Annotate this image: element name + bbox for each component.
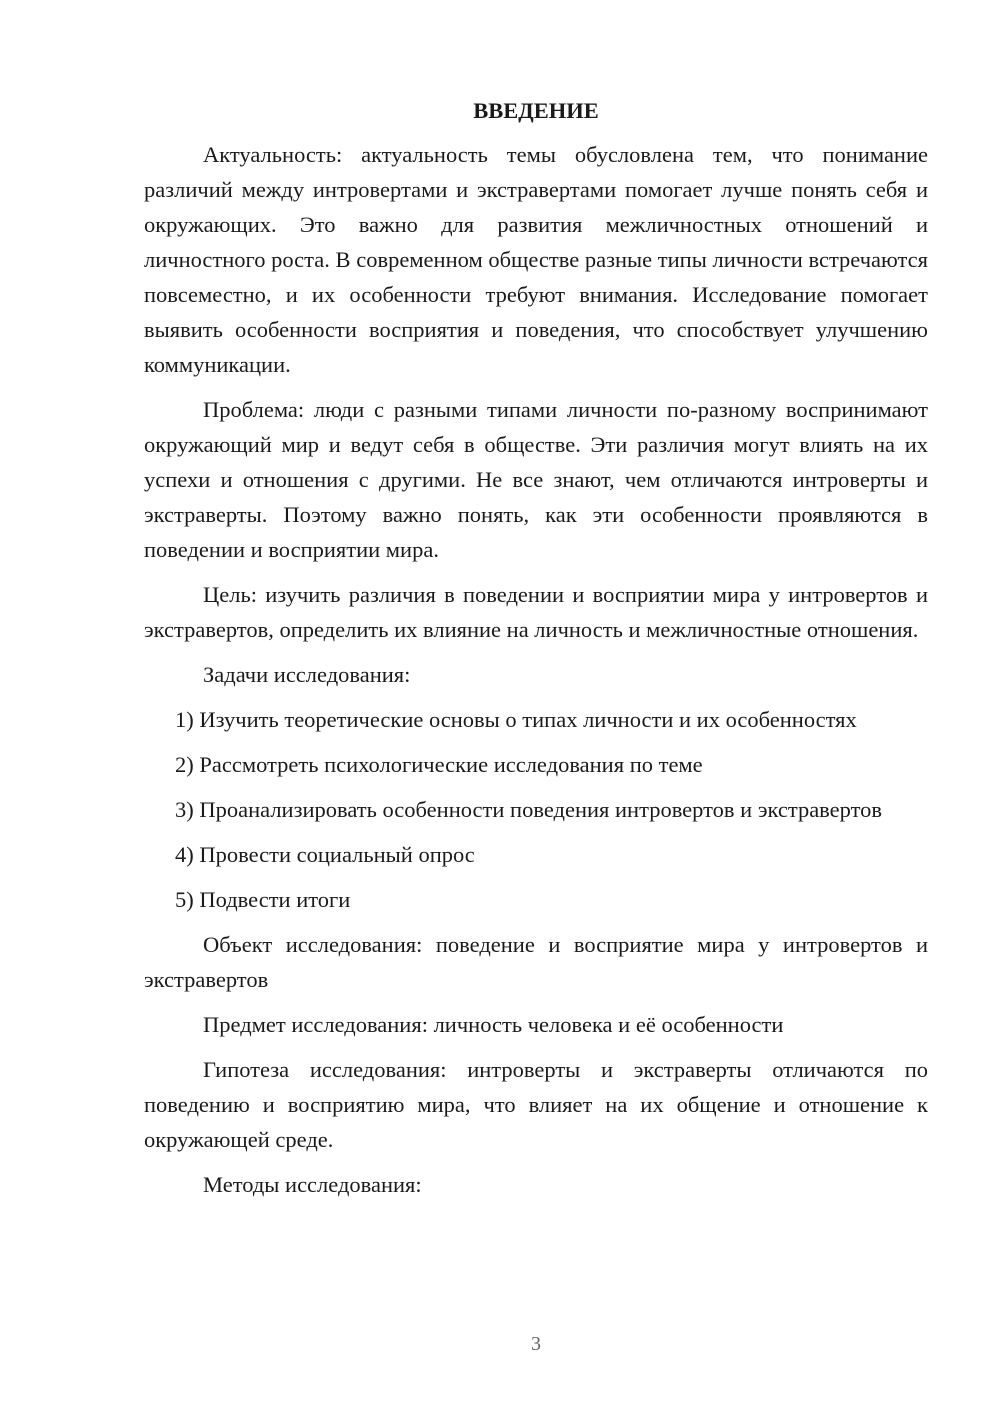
paragraph-relevance: Актуальность: актуальность темы обусловлена тем, что понимание различий между интровертами и экстравертами помогает лучше понять себя и окружающих. Это важно для развития межличностных отношений и личностного роста. В современном обществе разные типы личности встречаются повсеместно, и их особенности требуют внимания. Исследование помогает выявить особенности восприятия и поведения, что способствует улучшению коммуникации. <box>144 142 928 377</box>
paragraph-tasks-heading: Задачи исследования: <box>203 662 411 687</box>
paragraph-hypothesis: Гипотеза исследования: интроверты и экстраверты отличаются по поведению и восприятию мира, что влияет на их общение и отношение к окружающей среде. <box>144 1057 928 1152</box>
paragraph-goal: Цель: изучить различия в поведении и восприятии мира у интровертов и экстравертов, определить их влияние на личность и межличностные отношения. <box>144 582 928 642</box>
paragraph-problem: Проблема: люди с разными типами личности по-разному воспринимают окружающий мир и ведут себя в обществе. Эти различия могут влиять на их успехи и отношения с другими. Не все знают, чем отличаются интроверты и экстраверты. Поэтому важно понять, как эти особенности проявляются в поведении и восприятии мира. <box>144 397 928 562</box>
page-number: 3 <box>531 1333 541 1355</box>
paragraph-methods: Методы исследования: <box>203 1172 422 1197</box>
task-item: 3) Проанализировать особенности поведения интровертов и экстравертов <box>175 797 883 822</box>
task-item: 1) Изучить теоретические основы о типах личности и их особенностях <box>175 707 857 732</box>
task-item: 2) Рассмотреть психологические исследования по теме <box>175 752 703 777</box>
task-item: 5) Подвести итоги <box>175 887 351 912</box>
paragraph-subject: Предмет исследования: личность человека и её особенности <box>203 1012 784 1037</box>
page-title: ВВЕДЕНИЕ <box>473 98 599 123</box>
paragraph-object: Объект исследования: поведение и восприятие мира у интровертов и экстравертов <box>144 932 928 992</box>
task-item: 4) Провести социальный опрос <box>175 842 475 867</box>
page-content <box>144 95 928 1212</box>
